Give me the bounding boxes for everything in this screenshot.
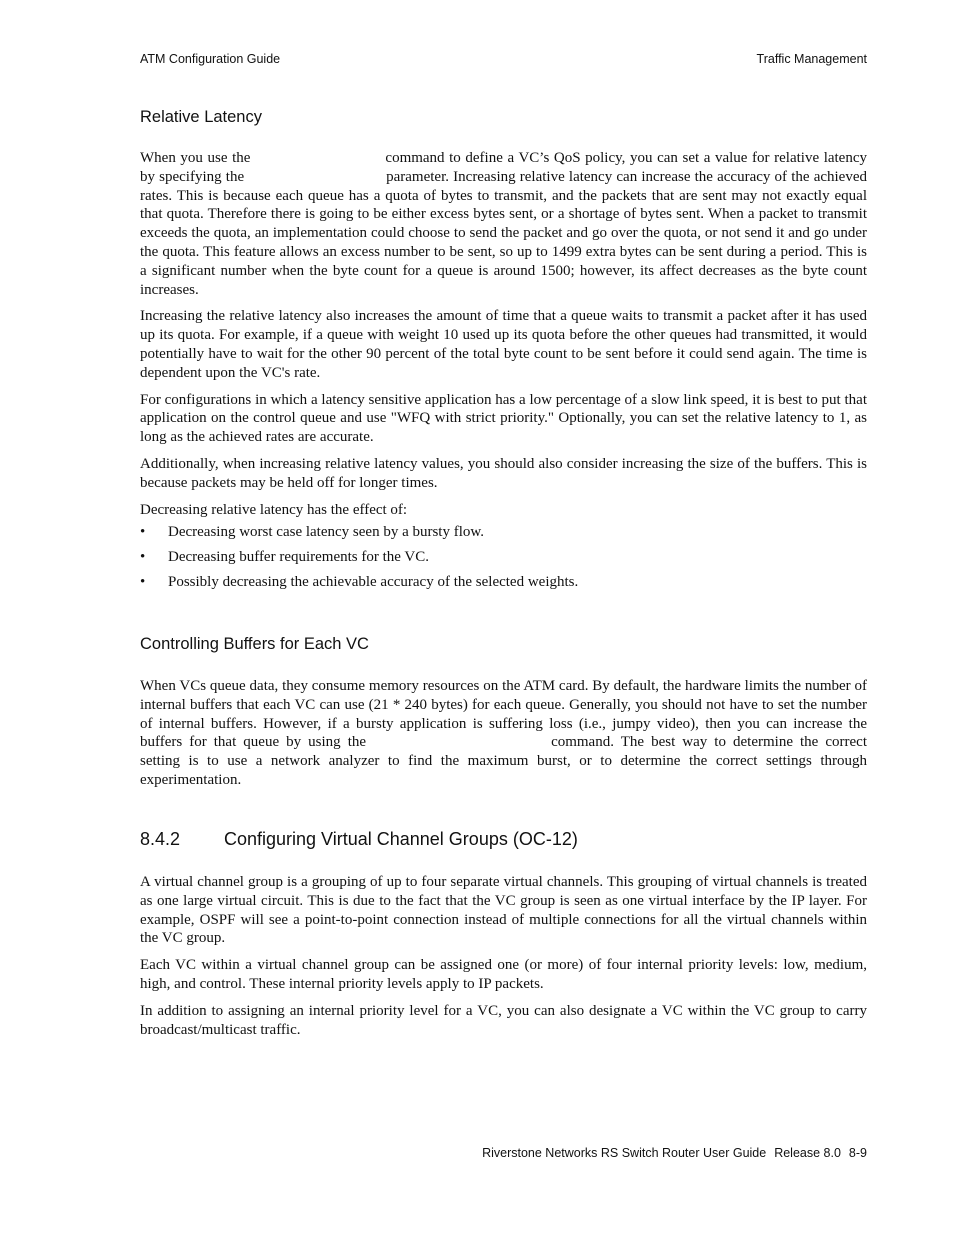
section-heading bbox=[140, 829, 867, 850]
list-item: • Decreasing worst case latency seen by a bursty flow. bbox=[140, 524, 484, 541]
bullet-icon: • bbox=[140, 574, 146, 591]
bullet-list bbox=[140, 523, 867, 592]
section-title: Configuring Virtual Channel Groups (OC-12) bbox=[224, 829, 578, 849]
page-number: 8-9 bbox=[848, 1146, 867, 1160]
paragraph: When VCs queue data, they consume memory resources on the ATM card. By default, the hardware limits the number of internal buffers that each VC can use (21 * 240 bytes) for each queue. Generally, you should not have to set the number of internal buffers. However, if a bursty application is suffering loss (i.e., jumpy video), then you can increase the buffers for that queue by using the command. The best way to determine the correct setting is to use a network analyzer to find the maximum burst, or to determine the correct settings through experimentation. bbox=[140, 678, 868, 788]
paragraph: A virtual channel group is a grouping of up to four separate virtual channels. This grouping of virtual channels is treated as one large virtual circuit. This is due to the fact that the VC group is seen as one virtual interface by the IP layer. For example, OSPF will see a point-to-point connection instead of multiple connections for all the virtual channels within the VC group. bbox=[140, 874, 867, 947]
section-number: 8.4.2 bbox=[140, 829, 181, 849]
paragraph: Each VC within a virtual channel group can be assigned one (or more) of four internal priority levels: low, medium, high, and control. These internal priority levels apply to IP packets. bbox=[140, 957, 867, 992]
bullet-icon: • bbox=[140, 524, 146, 541]
list-item: • Possibly decreasing the achievable accuracy of the selected weights. bbox=[140, 574, 579, 591]
running-header-right: Traffic Management bbox=[756, 52, 867, 66]
page-footer bbox=[474, 1146, 867, 1160]
bullet-icon: • bbox=[140, 549, 146, 566]
paragraph: Increasing the relative latency also increases the amount of time that a queue waits to transmit a packet after it has used up its quota. For example, if a queue with weight 10 used up its quota before the other queues had transmitted, it would potentially have to wait for the other 90 percent of the total byte count to be sent before it could send again. The time is dependent upon the VC's rate. bbox=[140, 308, 867, 381]
relative-latency-section bbox=[140, 108, 867, 127]
footer-release: Release 8.0 bbox=[774, 1146, 841, 1160]
paragraph: In addition to assigning an internal priority level for a VC, you can also designate a VC within the VC group to carry broadcast/multicast traffic. bbox=[140, 1002, 867, 1038]
paragraph: Additionally, when increasing relative latency values, you should also consider increasing the size of the buffers. This is because packets may be held off for longer times. bbox=[140, 455, 867, 491]
paragraph: Decreasing relative latency has the effect of: bbox=[140, 501, 408, 518]
buffers-heading-block bbox=[140, 635, 867, 654]
relative-latency-body bbox=[140, 149, 867, 598]
running-header-left: ATM Configuration Guide bbox=[140, 52, 281, 66]
vc-groups-heading-block bbox=[140, 829, 867, 850]
vc-groups-body bbox=[140, 873, 867, 1047]
list-item: • Decreasing buffer requirements for the VC. bbox=[140, 549, 430, 566]
footer-title: Riverstone Networks RS Switch Router User Guide bbox=[482, 1146, 767, 1160]
buffers-heading: Controlling Buffers for Each VC bbox=[140, 635, 369, 653]
relative-latency-heading: Relative Latency bbox=[140, 108, 262, 126]
buffers-body bbox=[140, 677, 867, 798]
paragraph: For configurations in which a latency sensitive application has a low percentage of a slow link speed, it is best to put that application on the control queue and use "WFQ with strict priority." Optionally, you can set the relative latency to 1, as long as the achieved rates are accurate. bbox=[140, 391, 867, 446]
paragraph: When you use the command to define a VC’s QoS policy, you can set a value for relative latency by specifying the parameter. Increasing relative latency can increase the accuracy of the achieved rates. This is because each queue has a quota of bytes to transmit, and the packets that are sent may not exactly equal that quota. Therefore there is going to be either excess bytes sent, or a shortage of bytes sent. When a packet to transmit exceeds the quota, an implementation could choose to send the packet and go over the quota, or not send it and go under the quota. This feature allows an excess number to be sent, so up to 1499 extra bytes can be sent during a period. This is a significant number when the byte count for a queue is around 1500; however, its affect decreases as the byte count increases. bbox=[140, 150, 867, 298]
